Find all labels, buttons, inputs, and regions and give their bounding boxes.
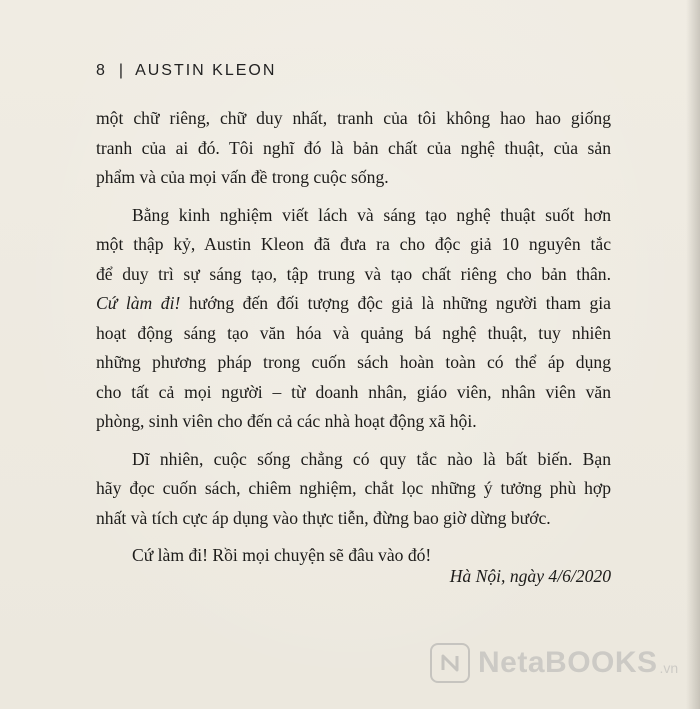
text-line: để duy trì sự sáng tạo, tập trung và tạo chất riêng cho bản thân. <box>96 263 611 284</box>
page-number: 8 <box>96 62 107 79</box>
watermark-brand: NetaBOOKS <box>478 646 658 679</box>
text-line: nhất và tích cực áp dụng vào thực tiễn, đừng bao giờ dừng bước. <box>96 507 551 528</box>
text-line: hoạt động sáng tạo văn hóa và quảng bá nghệ thuật, tuy nhiên <box>96 322 611 343</box>
header-separator: | <box>118 62 124 79</box>
text-line: phẩm và của mọi vấn đề trong cuộc sống. <box>96 167 389 187</box>
text-line: tranh của ai đó. Tôi nghĩ đó là bản chất của nghệ thuật, của sản <box>96 137 611 158</box>
text-line: một thập kỷ, Austin Kleon đã đưa ra cho độc giả 10 nguyên tắc <box>96 234 611 254</box>
text-line: cho tất cả mọi người – từ doanh nhân, giáo viên, nhân viên văn <box>96 381 611 402</box>
author-name: AUSTIN KLEON <box>135 62 277 79</box>
watermark-domain: .vn <box>659 660 679 676</box>
running-header <box>96 62 276 80</box>
text-line <box>96 289 611 319</box>
text-line: phòng, sinh viên cho đến cả các nhà hoạt động xã hội. <box>96 411 477 431</box>
body-text <box>96 104 611 571</box>
text-line: một chữ riêng, chữ duy nhất, tranh của tôi không hao hao giống <box>96 108 611 128</box>
text-line: Bằng kinh nghiệm viết lách và sáng tạo nghệ thuật suốt hơn <box>132 204 611 225</box>
text-line: Cứ làm đi! Rồi mọi chuyện sẽ đâu vào đó! <box>132 545 432 565</box>
n-logo-icon <box>430 643 470 683</box>
watermark <box>430 643 678 683</box>
text-line: những phương pháp trong cuốn sách hoàn toàn có thể áp dụng <box>96 352 611 372</box>
text-fragment: hướng đến đối tượng độc giả là những người tham gia <box>180 293 611 313</box>
book-title: Cứ làm đi! <box>96 293 181 313</box>
text-line: hãy đọc cuốn sách, chiêm nghiệm, chắt lọc những ý tưởng phù hợp <box>96 478 611 498</box>
place-date-signature: Hà Nội, ngày 4/6/2020 <box>449 566 611 586</box>
page-edge-shadow <box>686 0 700 709</box>
text-line: Dĩ nhiên, cuộc sống chẳng có quy tắc nào là bất biến. Bạn <box>132 448 611 469</box>
